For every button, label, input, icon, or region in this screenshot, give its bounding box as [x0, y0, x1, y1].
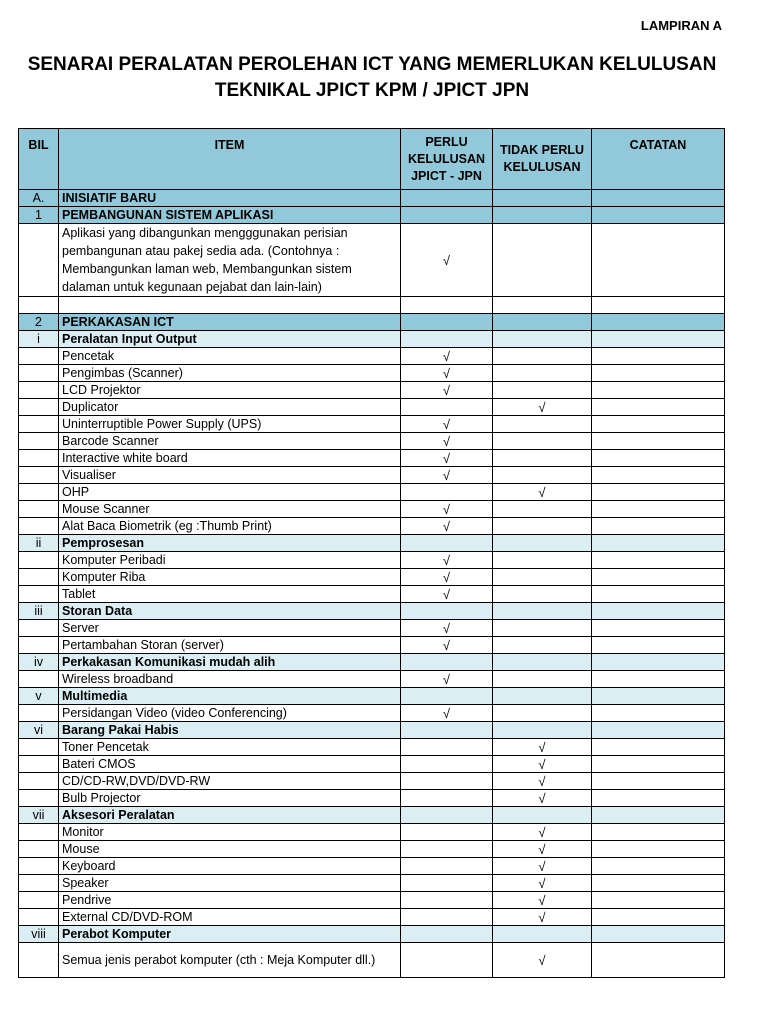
table-row: [19, 739, 725, 756]
cell-perlu-check: [401, 535, 493, 552]
cell-bil: A.: [19, 190, 59, 207]
cell-tidak-perlu-check: √: [493, 484, 592, 501]
subsection-row: [19, 535, 725, 552]
cell-bil: [19, 450, 59, 467]
table-row: [19, 790, 725, 807]
table-row: [19, 365, 725, 382]
cell-item: Aplikasi yang dibangunkan mengggunakan perisian pembangunan atau pakej sedia ada. (Contohnya : Membangunkan laman web, Membangunkan sistem dalaman untuk kegunaan pejabat dan lain-lain): [59, 224, 401, 297]
table-row: [19, 501, 725, 518]
cell-catatan: [592, 416, 725, 433]
cell-tidak-perlu-check: √: [493, 756, 592, 773]
table-row: [19, 348, 725, 365]
cell-catatan: [592, 841, 725, 858]
table-row: [19, 586, 725, 603]
cell-catatan: [592, 382, 725, 399]
cell-catatan: [592, 620, 725, 637]
cell-perlu-check: [401, 841, 493, 858]
table-row: [19, 892, 725, 909]
cell-bil: [19, 348, 59, 365]
cell-bil: [19, 501, 59, 518]
cell-catatan: [592, 688, 725, 705]
cell-perlu-check: √: [401, 501, 493, 518]
cell-item: Bulb Projector: [59, 790, 401, 807]
cell-bil: 2: [19, 314, 59, 331]
cell-perlu-check: √: [401, 637, 493, 654]
cell-bil: [19, 671, 59, 688]
cell-tidak-perlu-check: [493, 450, 592, 467]
cell-catatan: [592, 637, 725, 654]
cell-item: Speaker: [59, 875, 401, 892]
cell-catatan: [592, 603, 725, 620]
table-row: [19, 399, 725, 416]
cell-perlu-check: [401, 756, 493, 773]
cell-catatan: [592, 586, 725, 603]
table-row: [19, 552, 725, 569]
cell-bil: ii: [19, 535, 59, 552]
subsection-row: [19, 331, 725, 348]
cell-bil: vii: [19, 807, 59, 824]
cell-tidak-perlu-check: [493, 586, 592, 603]
cell-bil: [19, 484, 59, 501]
section-row: [19, 207, 725, 224]
cell-item: Multimedia: [59, 688, 401, 705]
table-row: [19, 484, 725, 501]
subsection-row: [19, 926, 725, 943]
cell-catatan: [592, 705, 725, 722]
table-row: [19, 224, 725, 297]
cell-bil: [19, 552, 59, 569]
cell-catatan: [592, 739, 725, 756]
cell-catatan: [592, 756, 725, 773]
cell-catatan: [592, 518, 725, 535]
section-row: [19, 314, 725, 331]
table-row: [19, 569, 725, 586]
cell-bil: [19, 875, 59, 892]
cell-tidak-perlu-check: [493, 207, 592, 224]
cell-bil: [19, 909, 59, 926]
cell-item: CD/CD-RW,DVD/DVD-RW: [59, 773, 401, 790]
cell-item: Perkakasan Komunikasi mudah alih: [59, 654, 401, 671]
cell-catatan: [592, 773, 725, 790]
cell-item: External CD/DVD-ROM: [59, 909, 401, 926]
cell-bil: v: [19, 688, 59, 705]
cell-perlu-check: [401, 654, 493, 671]
cell-tidak-perlu-check: √: [493, 909, 592, 926]
cell-catatan: [592, 569, 725, 586]
cell-bil: [19, 841, 59, 858]
cell-tidak-perlu-check: √: [493, 790, 592, 807]
cell-bil: [19, 824, 59, 841]
cell-catatan: [592, 824, 725, 841]
cell-tidak-perlu-check: [493, 348, 592, 365]
cell-catatan: [592, 722, 725, 739]
cell-item: Pemprosesan: [59, 535, 401, 552]
cell-item: Uninterruptible Power Supply (UPS): [59, 416, 401, 433]
title-line-2: TEKNIKAL JPICT KPM / JPICT JPN: [214, 80, 530, 101]
cell-perlu-check: [401, 773, 493, 790]
cell-tidak-perlu-check: √: [493, 943, 592, 978]
column-header-perlu: PERLU KELULUSAN JPICT - JPN: [401, 129, 493, 190]
cell-perlu-check: [401, 790, 493, 807]
appendix-label: LAMPIRAN A: [640, 18, 722, 33]
table-row: [19, 671, 725, 688]
cell-perlu-check: [401, 909, 493, 926]
cell-item: Storan Data: [59, 603, 401, 620]
cell-perlu-check: √: [401, 365, 493, 382]
cell-bil: [19, 892, 59, 909]
cell-perlu-check: [401, 603, 493, 620]
cell-catatan: [592, 926, 725, 943]
cell-item: Pengimbas (Scanner): [59, 365, 401, 382]
table-row: [19, 841, 725, 858]
table-row: [19, 637, 725, 654]
cell-item: Pencetak: [59, 348, 401, 365]
cell-tidak-perlu-check: [493, 705, 592, 722]
cell-item: Barang Pakai Habis: [59, 722, 401, 739]
cell-bil: [19, 858, 59, 875]
cell-catatan: [592, 501, 725, 518]
cell-catatan: [592, 909, 725, 926]
cell-tidak-perlu-check: [493, 688, 592, 705]
cell-bil: [19, 620, 59, 637]
cell-tidak-perlu-check: [493, 926, 592, 943]
table-row: [19, 518, 725, 535]
cell-item: Server: [59, 620, 401, 637]
cell-bil: [19, 416, 59, 433]
cell-item: Mouse: [59, 841, 401, 858]
cell-perlu-check: √: [401, 224, 493, 297]
cell-perlu-check: √: [401, 705, 493, 722]
cell-tidak-perlu-check: √: [493, 824, 592, 841]
cell-perlu-check: [401, 688, 493, 705]
cell-item: Komputer Riba: [59, 569, 401, 586]
subsection-row: [19, 603, 725, 620]
cell-bil: iv: [19, 654, 59, 671]
cell-perlu-check: [401, 331, 493, 348]
column-header-item: ITEM: [59, 129, 401, 190]
cell-catatan: [592, 858, 725, 875]
cell-perlu-check: [401, 190, 493, 207]
cell-tidak-perlu-check: [493, 620, 592, 637]
cell-bil: [19, 467, 59, 484]
cell-perlu-check: [401, 892, 493, 909]
cell-bil: [19, 365, 59, 382]
cell-tidak-perlu-check: √: [493, 773, 592, 790]
cell-perlu-check: [401, 722, 493, 739]
cell-item: Barcode Scanner: [59, 433, 401, 450]
cell-perlu-check: √: [401, 467, 493, 484]
cell-bil: iii: [19, 603, 59, 620]
cell-item: Perabot Komputer: [59, 926, 401, 943]
cell-item: [59, 297, 401, 314]
cell-item: Tablet: [59, 586, 401, 603]
column-header-bil: BIL: [19, 129, 59, 190]
table-row: [19, 705, 725, 722]
table-header-row: [19, 129, 725, 190]
cell-item: Interactive white board: [59, 450, 401, 467]
cell-catatan: [592, 399, 725, 416]
cell-perlu-check: √: [401, 518, 493, 535]
cell-perlu-check: [401, 807, 493, 824]
cell-item: Monitor: [59, 824, 401, 841]
cell-bil: viii: [19, 926, 59, 943]
cell-item: PERKAKASAN ICT: [59, 314, 401, 331]
cell-bil: [19, 399, 59, 416]
cell-perlu-check: √: [401, 433, 493, 450]
cell-tidak-perlu-check: √: [493, 739, 592, 756]
cell-item: Pendrive: [59, 892, 401, 909]
cell-item: Bateri CMOS: [59, 756, 401, 773]
cell-tidak-perlu-check: √: [493, 858, 592, 875]
cell-perlu-check: √: [401, 416, 493, 433]
cell-tidak-perlu-check: [493, 190, 592, 207]
cell-perlu-check: [401, 399, 493, 416]
cell-perlu-check: [401, 207, 493, 224]
cell-bil: [19, 790, 59, 807]
table-row: [19, 297, 725, 314]
table-row: [19, 620, 725, 637]
cell-item: Duplicator: [59, 399, 401, 416]
title-line-1: SENARAI PERALATAN PEROLEHAN ICT YANG MEMERLUKAN KELULUSAN: [27, 54, 717, 75]
cell-bil: i: [19, 331, 59, 348]
section-row: [19, 190, 725, 207]
cell-bil: [19, 943, 59, 978]
cell-bil: [19, 569, 59, 586]
cell-tidak-perlu-check: [493, 382, 592, 399]
cell-bil: [19, 433, 59, 450]
cell-item: Persidangan Video (video Conferencing): [59, 705, 401, 722]
cell-tidak-perlu-check: √: [493, 841, 592, 858]
table-row: [19, 824, 725, 841]
cell-item: Visualiser: [59, 467, 401, 484]
cell-item: OHP: [59, 484, 401, 501]
cell-bil: [19, 705, 59, 722]
cell-perlu-check: [401, 297, 493, 314]
cell-item: Komputer Peribadi: [59, 552, 401, 569]
table-row: [19, 450, 725, 467]
cell-item: Mouse Scanner: [59, 501, 401, 518]
cell-bil: [19, 739, 59, 756]
cell-item: LCD Projektor: [59, 382, 401, 399]
cell-item: Pertambahan Storan (server): [59, 637, 401, 654]
table-row: [19, 416, 725, 433]
cell-perlu-check: [401, 943, 493, 978]
cell-perlu-check: √: [401, 586, 493, 603]
cell-item: Wireless broadband: [59, 671, 401, 688]
cell-tidak-perlu-check: [493, 671, 592, 688]
cell-tidak-perlu-check: [493, 569, 592, 586]
cell-item: Peralatan Input Output: [59, 331, 401, 348]
cell-item: Keyboard: [59, 858, 401, 875]
cell-catatan: [592, 224, 725, 297]
table-row: [19, 773, 725, 790]
cell-perlu-check: [401, 858, 493, 875]
cell-catatan: [592, 892, 725, 909]
cell-tidak-perlu-check: [493, 603, 592, 620]
column-header-tidak-perlu: TIDAK PERLU KELULUSAN: [493, 129, 592, 190]
cell-tidak-perlu-check: [493, 433, 592, 450]
cell-tidak-perlu-check: [493, 224, 592, 297]
cell-perlu-check: [401, 875, 493, 892]
table-row: [19, 756, 725, 773]
cell-catatan: [592, 790, 725, 807]
subsection-row: [19, 807, 725, 824]
cell-tidak-perlu-check: [493, 552, 592, 569]
column-header-catatan: CATATAN: [592, 129, 725, 190]
cell-tidak-perlu-check: [493, 331, 592, 348]
table-row: [19, 943, 725, 978]
cell-perlu-check: [401, 484, 493, 501]
cell-perlu-check: [401, 739, 493, 756]
cell-item: PEMBANGUNAN SISTEM APLIKASI: [59, 207, 401, 224]
cell-catatan: [592, 450, 725, 467]
cell-catatan: [592, 433, 725, 450]
cell-catatan: [592, 535, 725, 552]
cell-catatan: [592, 875, 725, 892]
cell-catatan: [592, 552, 725, 569]
cell-bil: 1: [19, 207, 59, 224]
table-row: [19, 382, 725, 399]
cell-tidak-perlu-check: [493, 722, 592, 739]
cell-tidak-perlu-check: [493, 535, 592, 552]
document-title: [0, 52, 744, 104]
cell-bil: [19, 586, 59, 603]
cell-catatan: [592, 297, 725, 314]
cell-item: INISIATIF BARU: [59, 190, 401, 207]
cell-bil: [19, 382, 59, 399]
subsection-row: [19, 688, 725, 705]
cell-catatan: [592, 943, 725, 978]
table-row: [19, 433, 725, 450]
cell-tidak-perlu-check: [493, 297, 592, 314]
cell-perlu-check: √: [401, 348, 493, 365]
table-row: [19, 467, 725, 484]
cell-tidak-perlu-check: [493, 501, 592, 518]
cell-item: Alat Baca Biometrik (eg :Thumb Print): [59, 518, 401, 535]
cell-tidak-perlu-check: [493, 518, 592, 535]
equipment-table: [18, 128, 725, 978]
cell-perlu-check: [401, 314, 493, 331]
cell-catatan: [592, 190, 725, 207]
cell-bil: [19, 297, 59, 314]
cell-tidak-perlu-check: √: [493, 875, 592, 892]
cell-catatan: [592, 365, 725, 382]
cell-tidak-perlu-check: [493, 365, 592, 382]
cell-bil: [19, 756, 59, 773]
table-row: [19, 909, 725, 926]
subsection-row: [19, 722, 725, 739]
table-row: [19, 875, 725, 892]
cell-tidak-perlu-check: [493, 314, 592, 331]
cell-tidak-perlu-check: √: [493, 892, 592, 909]
cell-item: Semua jenis perabot komputer (cth : Meja Komputer dll.): [59, 943, 401, 978]
cell-tidak-perlu-check: [493, 654, 592, 671]
subsection-row: [19, 654, 725, 671]
cell-bil: vi: [19, 722, 59, 739]
cell-catatan: [592, 671, 725, 688]
cell-perlu-check: [401, 824, 493, 841]
cell-tidak-perlu-check: [493, 467, 592, 484]
cell-perlu-check: √: [401, 671, 493, 688]
cell-catatan: [592, 467, 725, 484]
cell-perlu-check: √: [401, 382, 493, 399]
cell-tidak-perlu-check: √: [493, 399, 592, 416]
cell-perlu-check: √: [401, 620, 493, 637]
cell-bil: [19, 518, 59, 535]
table-row: [19, 858, 725, 875]
cell-catatan: [592, 348, 725, 365]
cell-catatan: [592, 484, 725, 501]
cell-perlu-check: √: [401, 450, 493, 467]
cell-catatan: [592, 207, 725, 224]
cell-bil: [19, 773, 59, 790]
cell-tidak-perlu-check: [493, 807, 592, 824]
cell-perlu-check: √: [401, 552, 493, 569]
cell-perlu-check: [401, 926, 493, 943]
cell-tidak-perlu-check: [493, 637, 592, 654]
cell-bil: [19, 224, 59, 297]
cell-catatan: [592, 331, 725, 348]
table-body: [19, 190, 725, 978]
cell-perlu-check: √: [401, 569, 493, 586]
cell-catatan: [592, 654, 725, 671]
cell-catatan: [592, 314, 725, 331]
cell-item: Aksesori Peralatan: [59, 807, 401, 824]
cell-item: Toner Pencetak: [59, 739, 401, 756]
cell-bil: [19, 637, 59, 654]
cell-catatan: [592, 807, 725, 824]
cell-tidak-perlu-check: [493, 416, 592, 433]
